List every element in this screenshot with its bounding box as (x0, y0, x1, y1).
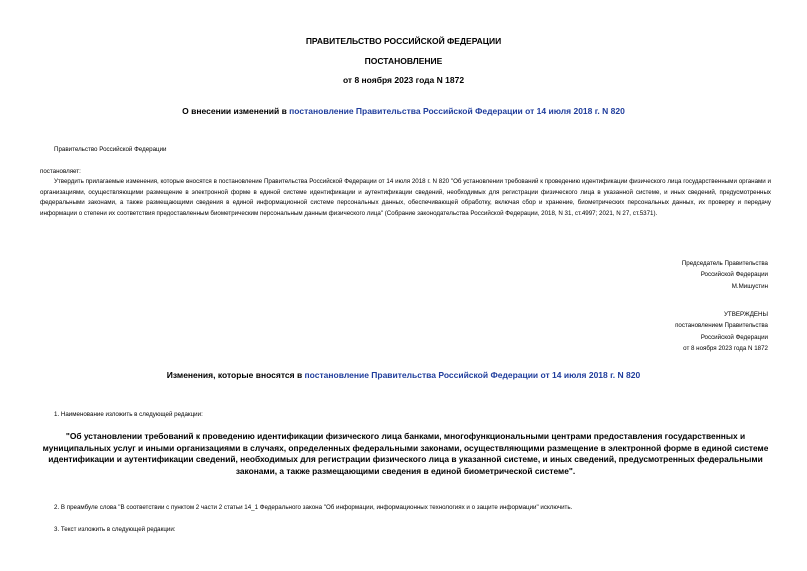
approval-date: от 8 ноября 2023 года N 1872 (683, 344, 768, 352)
changes-resolution-link[interactable]: постановление Правительства Российской Федерации от 14 июля 2018 г. N 820 (304, 370, 641, 380)
document-date-number: от 8 ноября 2023 года N 1872 (342, 75, 465, 85)
approval-line-2: постановлением Правительства (675, 322, 768, 330)
changes-title-prefix: Изменения, которые вносятся в (166, 370, 305, 380)
approval-stamp (675, 309, 768, 354)
decision-verb: постановляет: (40, 168, 81, 175)
approval-title: УТВЕРЖДЕНЫ (724, 311, 768, 318)
change-item-1: 1. Наименование изложить в следующей редакции: (54, 411, 203, 418)
signature-title: Председатель Правительства (681, 260, 768, 267)
approval-line-3: Российской Федерации (700, 333, 768, 341)
document-type: ПОСТАНОВЛЕНИЕ (364, 56, 443, 66)
issuing-authority: Правительство Российской Федерации (54, 146, 167, 153)
signature-organization: Российской Федерации (700, 271, 768, 279)
main-paragraph (40, 177, 771, 219)
document-title-prefix: О внесении изменений в (182, 106, 290, 116)
signature-name: М.Мишустин (731, 282, 768, 290)
amended-resolution-link[interactable]: постановление Правительства Российской Федерации от 14 июля 2018 г. N 820 (289, 106, 625, 116)
change-item-2: 2. В преамбуле слова "В соответствии с пунктом 2 части 2 статьи 14_1 Федерального закона "Об информации, информационных технологиях и о защите информации" исключить. (54, 504, 573, 511)
change-item-3: 3. Текст изложить в следующей редакции: (54, 526, 176, 533)
changes-title (0, 370, 807, 381)
new-title-quote: "Об установлении требований к проведению идентификации физического лица банками, многофункциональными центрами предоставления государственных и муниципальных услуг и иными организациями в случаях, определенных федеральными законами, осуществляющими размещение в электронной форме в единой системе идентификации и аутентификации сведений, необходимых для регистрации физического лица в указанной системе, и иных сведений, предусмотренных федеральными законами, а также размещающими сведения в единой биометрической системе". (42, 431, 769, 476)
main-paragraph-text: Утвердить прилагаемые изменения, которые вносятся в постановление Правительства Российской Федерации от 14 июля 2018 г. N 820 "Об установлении требований к проведению идентификации физического лица государственными органами и организациями, осуществляющими размещение в электронной форме в единой системе идентификации и аутентификации сведений, необходимых для регистрации физического лица в указанной системе, и иных сведений, предусмотренных федеральными законами, а также размещающими сведения в единой информационной системе персональных данных, обеспечивающей обработку, включая сбор и хранение, биометрических персональных данных, их проверку и передачу информации о степени их соответствия предоставленным биометрическим персональным данным физического лица" (Собрание законодательства Российской Федерации, 2018, N 31, ст.4997; 2021, N 27, ст.5371). (40, 178, 771, 217)
signature-block (682, 258, 768, 292)
government-heading: ПРАВИТЕЛЬСТВО РОССИЙСКОЙ ФЕДЕРАЦИИ (305, 36, 502, 46)
document-title (0, 106, 807, 117)
